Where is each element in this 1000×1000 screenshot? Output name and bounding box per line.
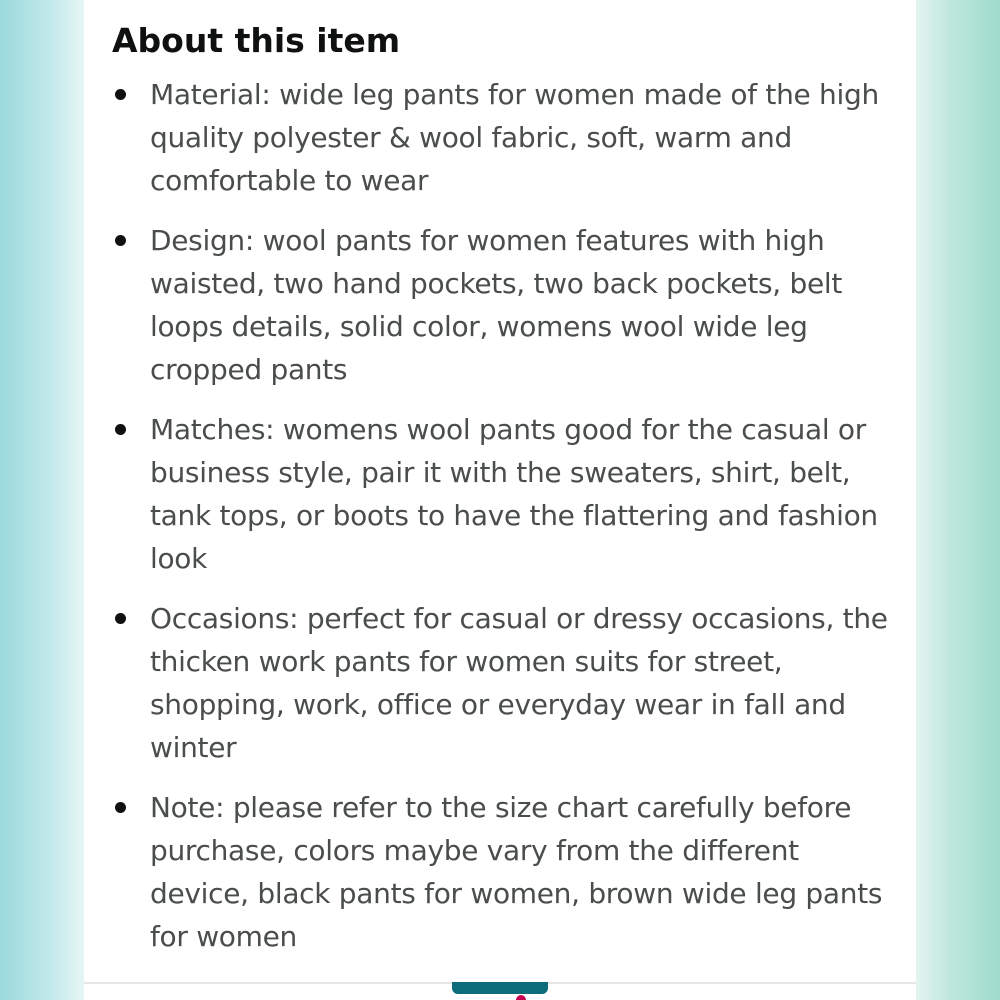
feature-bullet-occasions bbox=[112, 597, 892, 769]
feature-bullet-text: Note: please refer to the size chart carefully before purchase, colors maybe vary from the different device, black pants for women, brown wide leg pants for women bbox=[150, 791, 883, 953]
feature-bullet-text: Matches: womens wool pants good for the casual or business style, pair it with the sweaters, shirt, belt, tank tops, or boots to have the flattering and fashion look bbox=[150, 413, 878, 575]
bullet-dot-icon bbox=[115, 424, 126, 435]
feature-bullet-material bbox=[112, 73, 892, 202]
feature-bullet-matches bbox=[112, 408, 892, 580]
section-title: About this item bbox=[112, 21, 401, 60]
feature-bullet-text: Occasions: perfect for casual or dressy occasions, the thicken work pants for women suits for street, shopping, work, office or everyday wear in fall and winter bbox=[150, 602, 888, 764]
feature-bullet-note bbox=[112, 786, 892, 958]
bullet-dot-icon bbox=[115, 235, 126, 246]
notification-dot-icon bbox=[516, 995, 526, 1000]
feature-bullet-text: Design: wool pants for women features with high waisted, two hand pockets, two back pockets, belt loops details, solid color, womens wool wide leg cropped pants bbox=[150, 224, 843, 386]
feature-bullet-list bbox=[112, 73, 892, 975]
bullet-dot-icon bbox=[115, 802, 126, 813]
feature-bullet-design bbox=[112, 219, 892, 391]
feature-bullet-text: Material: wide leg pants for women made of the high quality polyester & wool fabric, soft, warm and comfortable to wear bbox=[150, 78, 879, 197]
bullet-dot-icon bbox=[115, 89, 126, 100]
bullet-dot-icon bbox=[115, 613, 126, 624]
bottom-tab-indicator[interactable] bbox=[452, 982, 548, 994]
